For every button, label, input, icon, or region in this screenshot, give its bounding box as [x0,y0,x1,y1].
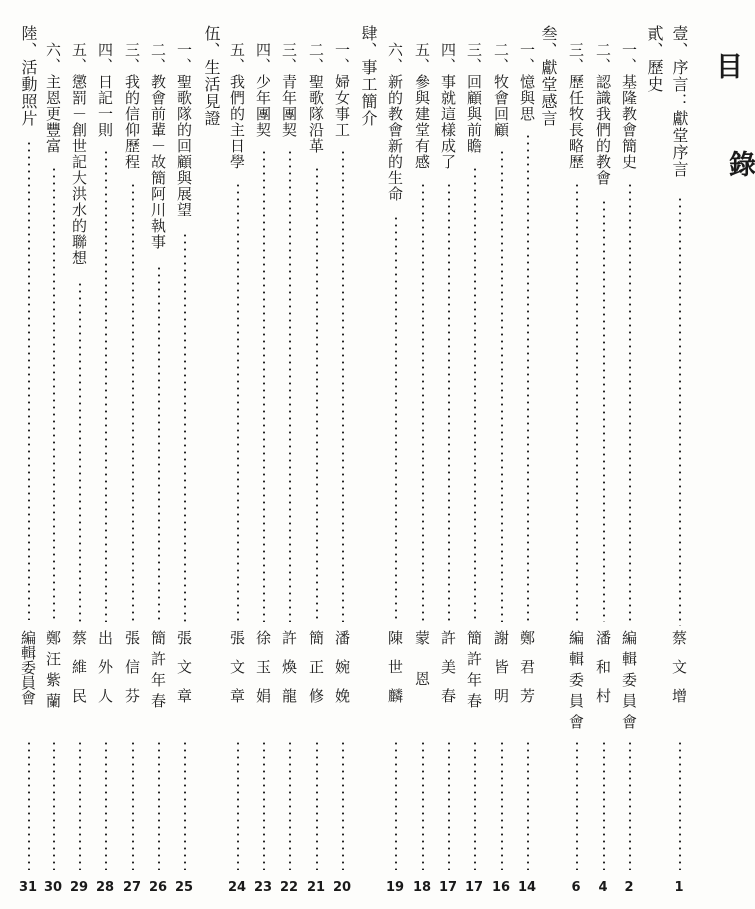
toc-entry-title: 二、牧會回顧 [492,42,510,138]
leader-dots [289,149,291,622]
leader-dots [184,232,186,623]
toc-entry-page-number: 26 [148,880,168,895]
leader-dots [395,215,397,622]
toc-entry-title: 三、我的信仰歷程 [123,42,141,170]
section-preface: 壹、序言：獻堂序言 [670,25,689,178]
toc-entry-page-number: 27 [122,880,142,895]
toc-entry-page-number: 30 [43,880,63,895]
leader-dots [105,740,107,870]
leader-dots [28,140,30,620]
leader-dots [237,740,239,870]
leader-dots [501,740,503,870]
toc-entry-page-number: 14 [517,880,537,895]
toc-entry-page-number: 17 [464,880,484,895]
leader-dots [263,740,265,870]
toc-entry-title: 一、憶與思 [518,42,536,122]
toc-entry-page-number: 17 [438,880,458,895]
toc-entry-title: 一、基隆教會簡史 [620,42,638,170]
toc-entry-title: 三、青年團契 [280,42,298,138]
section-history: 貳、歷史 [645,25,664,93]
toc-entry-page-number: 20 [332,880,352,895]
toc-entry-author: 蒙恩 [413,630,431,712]
toc-entry-author: 潘和村 [594,630,612,717]
toc-entry-author: 張文章 [175,630,193,717]
toc-entry-page-number: 21 [306,880,326,895]
leader-dots [132,182,134,622]
toc-entry-page-number: 6 [571,880,581,895]
toc-entry-page-number: 4 [598,880,608,895]
toc-entry-page-number: 22 [279,880,299,895]
toc-entry-title: 二、認識我們的教會 [594,42,612,186]
toc-entry-author: 許煥龍 [280,630,298,717]
toc-entry-title: 四、事就這樣成了 [439,42,457,170]
toc-entry-author: 簡正修 [307,630,325,717]
leader-dots [53,740,55,870]
leader-dots [158,740,160,870]
toc-entry-page-number: 18 [412,880,432,895]
toc-entry-author: 張文章 [228,630,246,717]
toc-entry-author: 出外人 [96,630,114,717]
toc-entry-title: 五、我們的主日學 [228,42,246,170]
toc-entry-author: 蔡維民 [70,630,88,717]
toc-entry-page-number: 19 [385,880,405,895]
leader-dots [263,149,265,622]
leader-dots [53,166,55,623]
toc-entry-page-number: 2 [624,880,634,895]
title-lu: 錄 [724,150,755,177]
leader-dots [527,740,529,870]
leader-dots [395,740,397,870]
leader-dots [448,182,450,622]
leader-dots [422,182,424,622]
leader-dots [474,740,476,870]
toc-entry-author: 潘婉娩 [333,630,351,717]
leader-dots [316,740,318,870]
leader-dots [28,740,30,870]
toc-entry-author: 陳世麟 [386,630,404,717]
toc-entry-page-number: 23 [253,880,273,895]
title-mu: 目 [711,52,742,79]
leader-dots [629,740,631,870]
toc-entry-author: 鄭君芳 [518,630,536,717]
toc-entry-author: 簡許年春 [149,630,167,714]
leader-dots [603,199,605,623]
toc-entry-page-number: 29 [69,880,89,895]
toc-entry-title: 一、聖歌隊的回顧與展望 [175,42,193,218]
toc-entry-author: 謝皆明 [492,630,510,717]
toc-entry-title: 一、婦女事工 [333,42,351,138]
leader-dots [576,740,578,870]
leader-dots [342,149,344,622]
toc-entry-author: 張信芬 [123,630,141,717]
page-number: 31 [18,880,38,895]
leader-dots [158,265,160,623]
leader-dots [527,133,529,623]
leader-dots [184,740,186,870]
leader-dots [79,281,81,622]
leader-dots [316,166,318,623]
leader-dots [576,182,578,622]
author: 編輯委員會 [19,630,37,705]
leader-dots [474,166,476,623]
leader-dots [422,740,424,870]
toc-entry-title: 五、懲罰－創世記大洪水的聯想 [70,42,88,266]
toc-entry-title: 四、少年團契 [254,42,272,138]
leader-dots [132,740,134,870]
section-photos: 陸、活動照片 [19,25,38,127]
section-dedication-reflections: 叁、獻堂感言 [539,25,558,127]
leader-dots [679,196,681,626]
toc-entry-title: 二、教會前輩－故簡阿川執事 [149,42,167,250]
toc-entry-title: 六、新的教會新的生命 [386,42,404,202]
toc-entry-author: 簡許年春 [465,630,483,714]
leader-dots [105,149,107,622]
leader-dots [679,740,681,870]
toc-entry-author: 徐玉娟 [254,630,272,717]
leader-dots [501,149,503,622]
toc-entry-title: 四、日記一則 [96,42,114,138]
toc-entry-author: 編輯委員會 [567,630,585,735]
leader-dots [79,740,81,870]
toc-entry-author: 編輯委員會 [620,630,638,735]
leader-dots [448,740,450,870]
leader-dots [603,740,605,870]
toc-entry-author: 鄭汪紫蘭 [44,630,62,714]
leader-dots [342,740,344,870]
leader-dots [237,182,239,622]
toc-entry-title: 五、參與建堂有感 [413,42,431,170]
toc-entry-author: 許美春 [439,630,457,717]
author: 蔡文增 [670,630,688,717]
page-number: 1 [674,880,684,895]
toc-entry-title: 三、回顧與前瞻 [465,42,483,154]
toc-entry-page-number: 25 [174,880,194,895]
toc-entry-title: 三、歷任牧長略歷 [567,42,585,170]
toc-entry-page-number: 24 [227,880,247,895]
toc-entry-page-number: 16 [491,880,511,895]
section-ministries: 肆、事工簡介 [359,25,378,127]
leader-dots [629,182,631,622]
leader-dots [289,740,291,870]
section-testimonies: 伍、生活見證 [202,25,221,127]
toc-entry-page-number: 28 [95,880,115,895]
toc-entry-title: 六、主恩更豐富 [44,42,62,154]
toc-entry-title: 二、聖歌隊沿革 [307,42,325,154]
